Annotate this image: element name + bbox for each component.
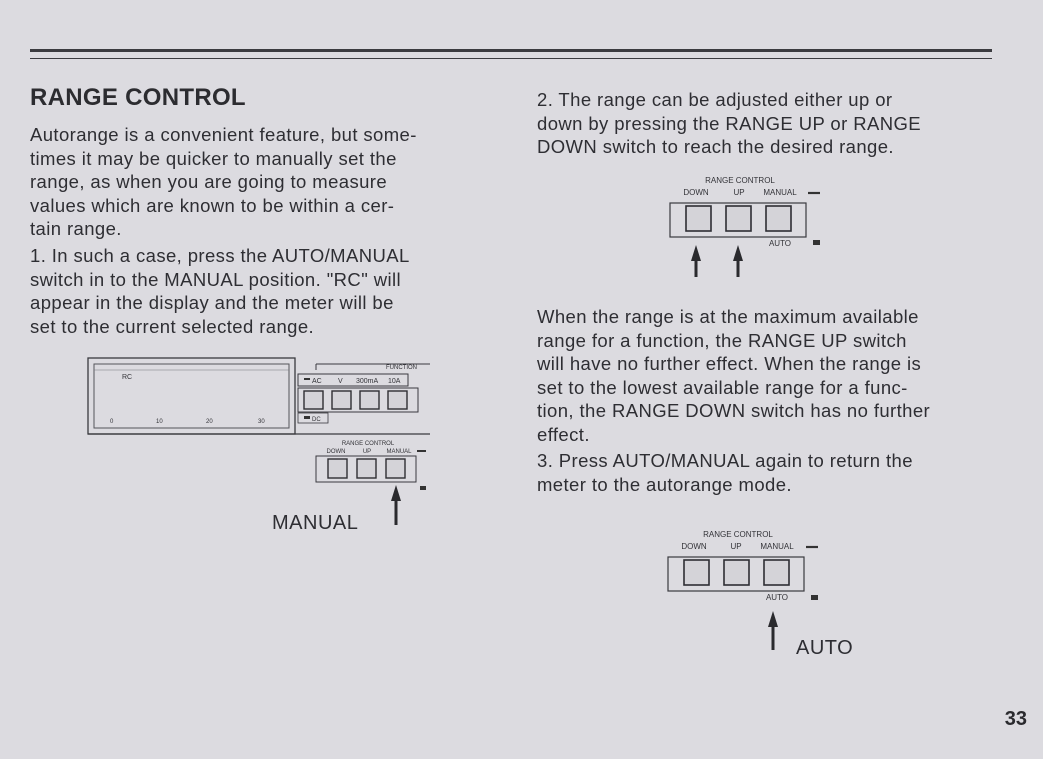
manual-label: MANUAL	[763, 188, 797, 197]
text-line: 3. Press AUTO/MANUAL again to return the	[537, 450, 913, 471]
text-line: will have no further effect. When the range is	[537, 353, 922, 374]
auto-caption: AUTO	[796, 637, 854, 659]
text-line: tain range.	[30, 218, 122, 239]
text-line: tion, the RANGE DOWN switch has no further	[537, 400, 931, 421]
section-heading: RANGE CONTROL	[30, 84, 246, 111]
manual-arrow-head	[391, 485, 401, 501]
up-label: UP	[733, 188, 745, 197]
ma-button[interactable]	[360, 391, 379, 409]
scale-label: 0	[110, 419, 114, 425]
volt-button[interactable]	[332, 391, 351, 409]
text-line: set to the current selected range.	[30, 315, 315, 337]
text-line: effect.	[537, 423, 590, 445]
meter-panel-figure	[80, 350, 440, 540]
range-up-button[interactable]	[726, 206, 751, 231]
range-control-figure-updown	[660, 170, 860, 280]
function-label: 300mA	[356, 378, 379, 385]
rc-indicator: RC	[122, 374, 133, 381]
range-control-title: RANGE CONTROL	[705, 176, 775, 185]
auto-manual-button[interactable]	[766, 206, 791, 231]
text-line: When the range is at the maximum available	[537, 306, 919, 327]
text-line: values which are known to be within a cer-	[30, 194, 395, 216]
ac-dc-button[interactable]	[304, 391, 323, 409]
text-line: switch in to the MANUAL position. "RC" will	[30, 268, 401, 290]
down-label: DOWN	[681, 542, 707, 551]
step1-paragraph	[30, 244, 410, 338]
step2-paragraph	[537, 88, 921, 159]
text-line: down by pressing the RANGE UP or RANGE	[537, 112, 921, 134]
range-control-title: RANGE CONTROL	[703, 530, 773, 539]
up-arrow-head	[733, 245, 743, 261]
intro-paragraph	[30, 123, 417, 241]
manual-caption: MANUAL	[272, 512, 359, 534]
text-line: 2. The range can be adjusted either up or	[537, 89, 893, 110]
range-up-button[interactable]	[357, 459, 376, 478]
function-label: 10A	[388, 378, 401, 385]
range-down-button[interactable]	[684, 560, 709, 585]
down-arrow-head	[691, 245, 701, 261]
amp-button[interactable]	[388, 391, 407, 409]
top-rule-thick	[30, 49, 992, 52]
auto-label: AUTO	[768, 239, 792, 248]
down-label: DOWN	[326, 449, 346, 455]
up-label: UP	[730, 542, 742, 551]
scale-label: 30	[258, 419, 265, 425]
scale-label: 10	[156, 419, 163, 425]
range-control-figure-auto	[660, 525, 860, 655]
auto-arrow-head	[768, 611, 778, 627]
range-down-button[interactable]	[686, 206, 711, 231]
auto-manual-button[interactable]	[386, 459, 405, 478]
function-sub-label: DC	[312, 417, 321, 423]
manual-label: MANUAL	[386, 449, 412, 455]
function-title: FUNCTION	[386, 365, 417, 371]
text-line: DOWN switch to reach the desired range.	[537, 136, 894, 157]
auto-manual-button[interactable]	[764, 560, 789, 585]
down-label: DOWN	[683, 188, 709, 197]
up-label: UP	[362, 449, 372, 455]
function-label: AC	[312, 378, 322, 385]
manual-label: MANUAL	[760, 542, 794, 551]
text-line: range, as when you are going to measure	[30, 171, 388, 192]
limit-paragraph	[537, 305, 930, 446]
top-rule-thin	[30, 58, 992, 59]
page-number: 33	[1004, 708, 1027, 730]
function-label: V	[338, 378, 343, 385]
range-control-title: RANGE CONTROL	[341, 441, 395, 447]
text-line: appear in the display and the meter will be	[30, 292, 394, 313]
text-line: range for a function, the RANGE UP switch	[537, 329, 907, 351]
text-line: 1. In such a case, press the AUTO/MANUAL	[30, 245, 410, 266]
step3-paragraph	[537, 449, 913, 496]
range-up-button[interactable]	[724, 560, 749, 585]
scale-label: 20	[206, 419, 213, 425]
range-down-button[interactable]	[328, 459, 347, 478]
text-line: set to the lowest available range for a func-	[537, 376, 908, 398]
text-line: meter to the autorange mode.	[537, 473, 792, 495]
auto-label: AUTO	[765, 593, 789, 602]
text-line: Autorange is a convenient feature, but some-	[30, 124, 417, 145]
text-line: times it may be quicker to manually set the	[30, 147, 397, 169]
